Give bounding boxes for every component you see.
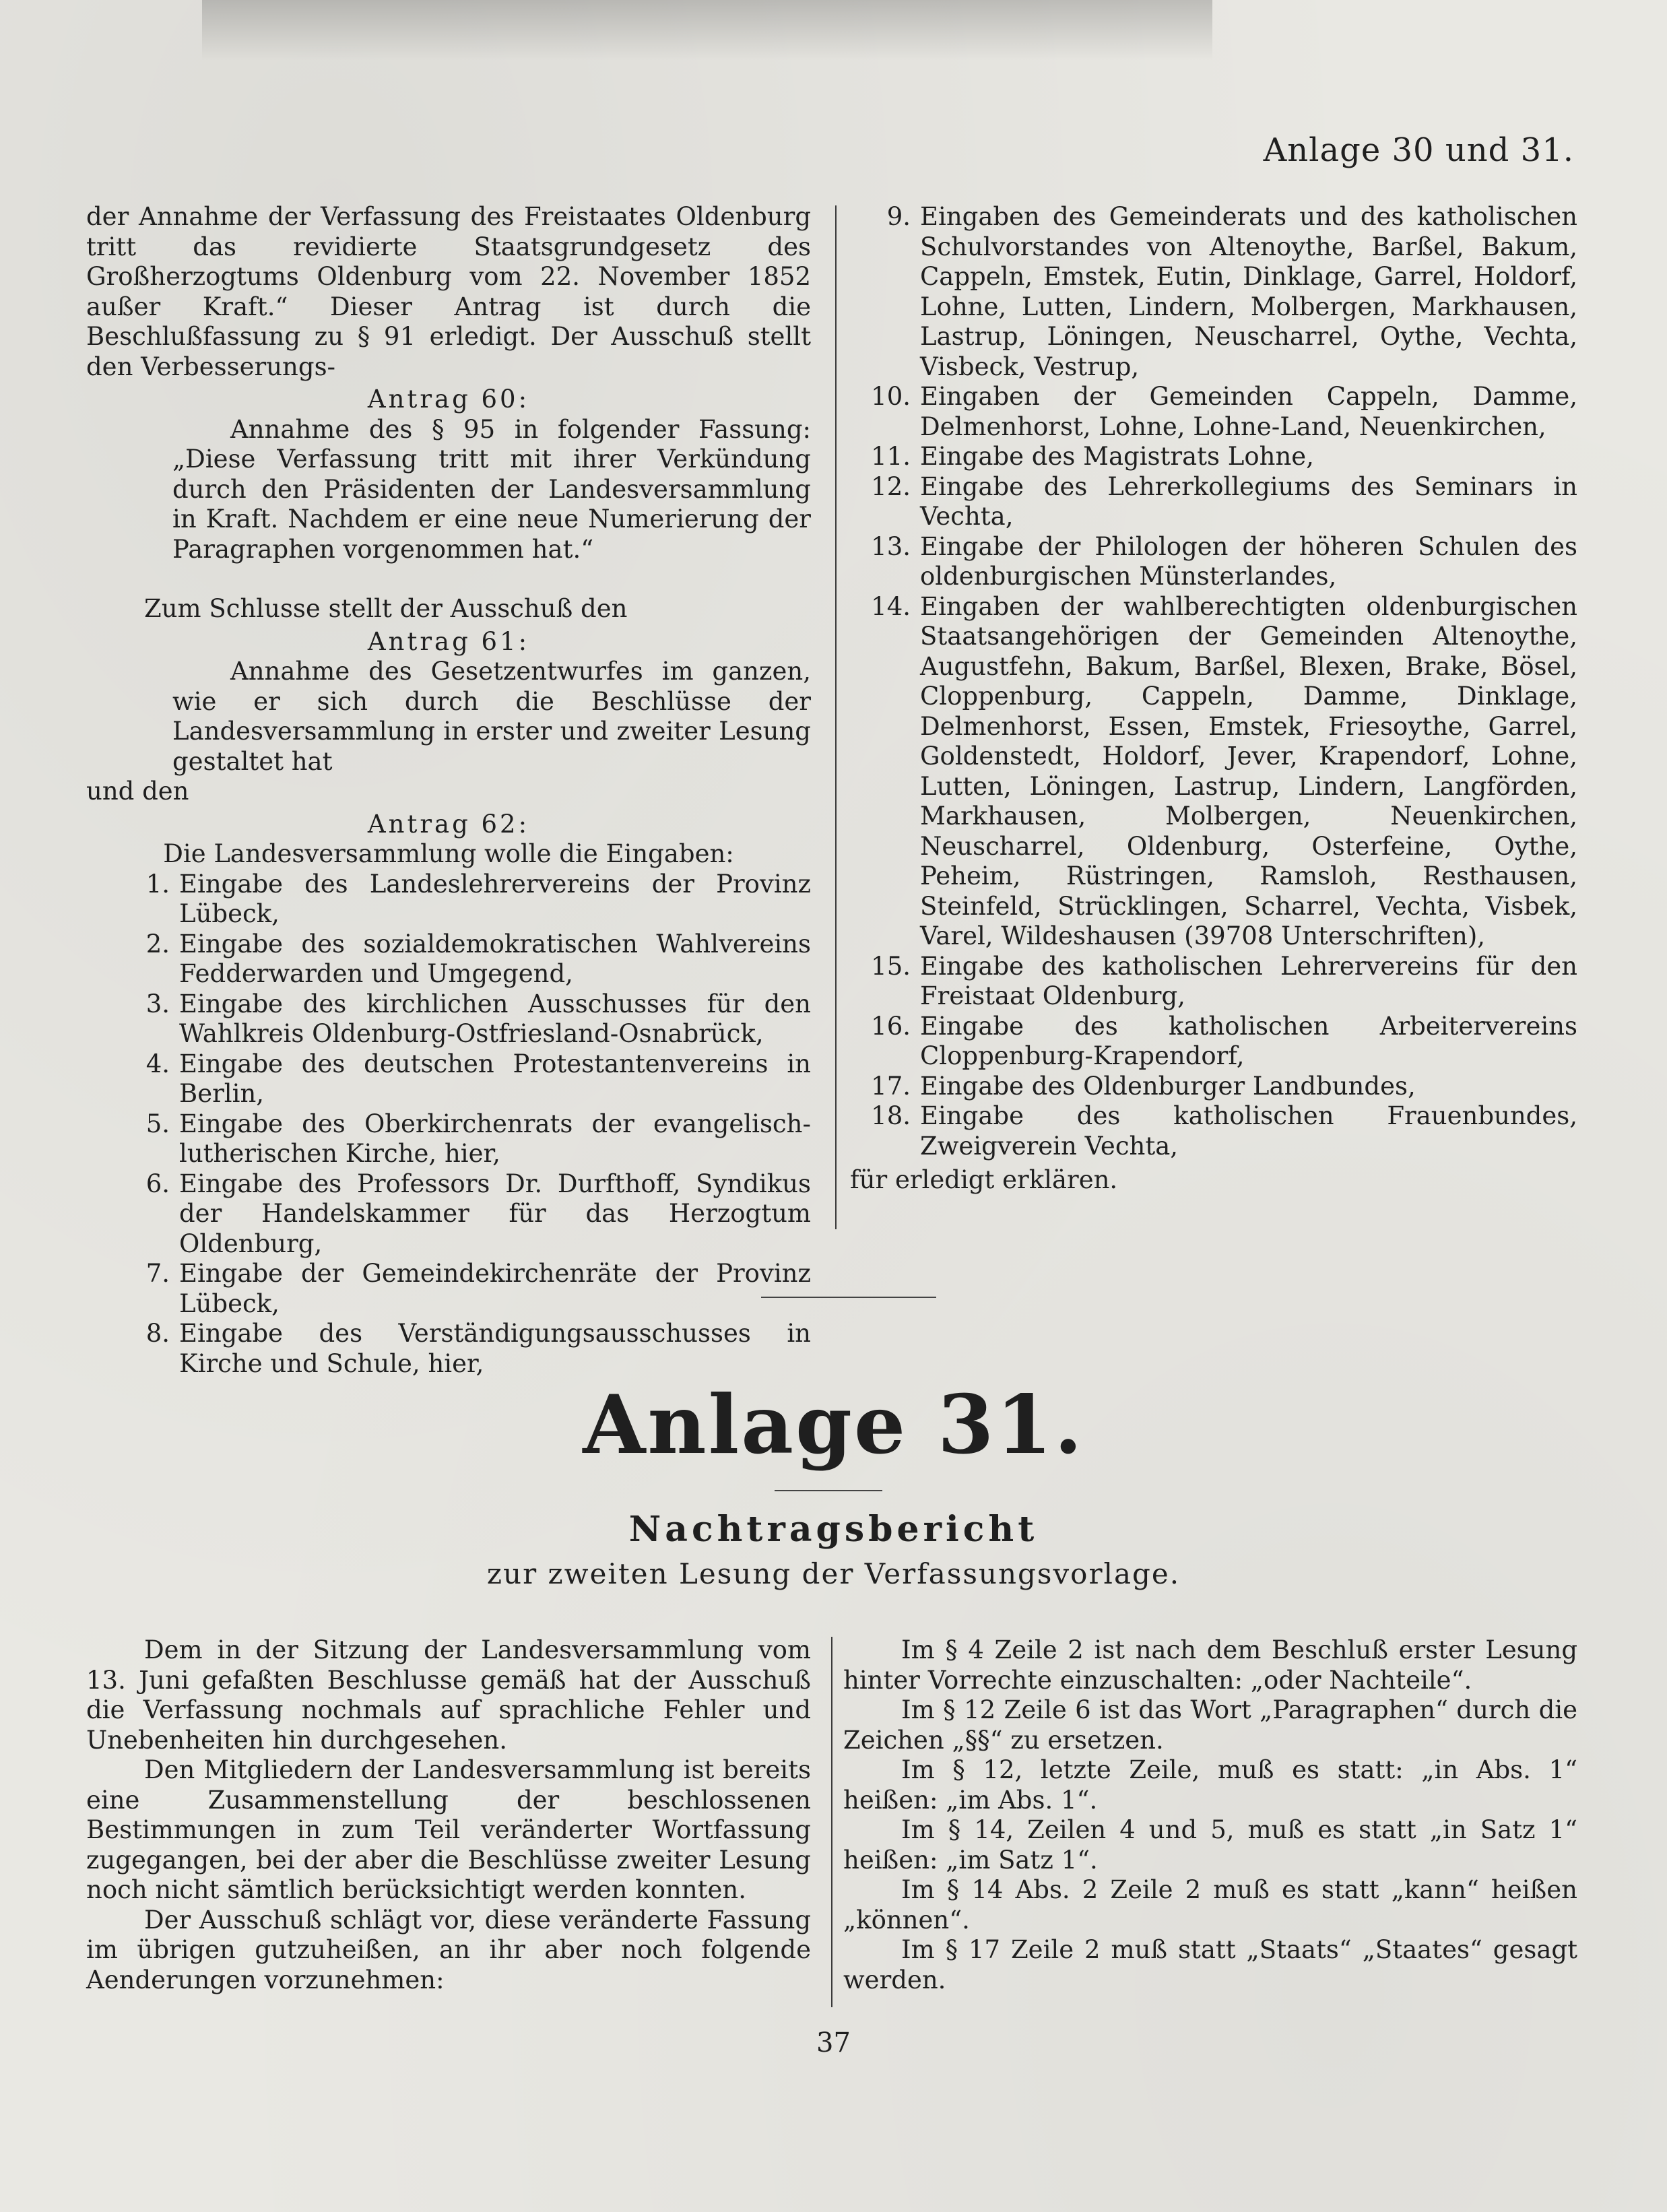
list-item bbox=[86, 870, 811, 930]
right-eingaben-list bbox=[850, 202, 1577, 1161]
bottom-right-paragraph-6: Im § 17 Zeile 2 muß statt „Staats“ „Staates“ gesagt werden. bbox=[843, 1935, 1577, 1994]
list-item bbox=[850, 952, 1577, 1012]
item-number: 6. bbox=[145, 1169, 170, 1198]
list-item bbox=[86, 1259, 811, 1319]
item-number: 2. bbox=[145, 929, 170, 958]
right-column bbox=[850, 202, 1577, 1196]
item-text: Eingabe des katholischen Lehrervereins für den Freistaat Oldenburg, bbox=[920, 951, 1577, 1010]
anlage-31-title: Anlage 31. bbox=[583, 1377, 1084, 1472]
item-text: Eingabe des Professors Dr. Durfthoff, Syndikus der Handelskammer für das Herzogtum Oldenburg, bbox=[179, 1169, 811, 1258]
antrag-60-text: Annahme des § 95 in folgender Fassung: „Diese Verfassung tritt mit ihrer Verkündung durch den Präsidenten der Landesversammlung in Kraft. Nachdem er eine neue Numerierung der Paragraphen vorgenommen hat.“ bbox=[172, 414, 811, 564]
list-item bbox=[850, 382, 1577, 442]
item-number: 7. bbox=[145, 1259, 170, 1288]
item-number: 8. bbox=[145, 1319, 170, 1348]
item-number: 4. bbox=[145, 1049, 170, 1078]
item-text: Eingaben der wahlberechtigten oldenburgischen Staatsangehörigen der Gemeinden Altenoythe, Augustfehn, Bakum, Barßel, Blexen, Brake, Bösel, Cloppenburg, Cappeln, Damme, Dinklage, Delmenhorst, Essen, Emstek, Friesoythe, Garrel, Goldenstedt, Holdorf, Jever, Krapendorf, Lohne, Lutten, Löningen, Lastrup, Lindern, Langförden, Markhausen, Molbergen, Neuenkirchen, Neuscharrel, Oldenburg, Osterfeine, Oythe, Peheim, Rüstringen, Ramsloh, Resthausen, Steinfeld, Strücklingen, Scharrel, Vechta, Visbek, Varel, Wildeshausen (39708 Unterschriften), bbox=[920, 591, 1577, 950]
column-divider-bottom bbox=[831, 1637, 832, 2007]
page-number: 37 bbox=[816, 2027, 851, 2058]
list-item bbox=[850, 592, 1577, 952]
item-text: Eingaben der Gemeinden Cappeln, Damme, Delmenhorst, Lohne, Lohne-Land, Neuenkirchen, bbox=[920, 382, 1577, 441]
item-text: Eingabe des Oberkirchenrats der evangelisch-lutherischen Kirche, hier, bbox=[179, 1109, 811, 1168]
item-number: 15. bbox=[871, 951, 911, 981]
item-text: Eingabe des katholischen Arbeitervereins Cloppenburg-Krapendorf, bbox=[920, 1011, 1577, 1070]
bottom-right-paragraph-4: Im § 14, Zeilen 4 und 5, muß es statt „in Satz 1“ heißen: „im Satz 1“. bbox=[843, 1815, 1577, 1875]
item-number: 14. bbox=[871, 591, 911, 621]
list-item bbox=[86, 1169, 811, 1260]
left-eingaben-list bbox=[86, 870, 811, 1379]
item-text: Eingabe des Oldenburger Landbundes, bbox=[920, 1071, 1416, 1101]
item-number: 13. bbox=[871, 531, 911, 561]
list-item bbox=[850, 1072, 1577, 1102]
item-number: 18. bbox=[871, 1101, 911, 1130]
list-item bbox=[86, 930, 811, 989]
column-divider-top bbox=[835, 205, 837, 1229]
item-text: Eingabe des kirchlichen Ausschusses für den Wahlkreis Oldenburg-Ostfriesland-Osnabrück, bbox=[179, 989, 811, 1048]
report-title: Nachtragsbericht bbox=[628, 1509, 1039, 1550]
item-text: Eingabe des Landeslehrervereins der Provinz Lübeck, bbox=[179, 869, 811, 928]
report-subtitle: zur zweiten Lesung der Verfassungsvorlage. bbox=[486, 1557, 1181, 1590]
antrag-61-text: Annahme des Gesetzentwurfes im ganzen, wie er sich durch die Beschlüsse der Landesversammlung in erster und zweiter Lesung gestaltet hat bbox=[172, 657, 811, 776]
item-text: Eingabe der Gemeindekirchenräte der Provinz Lübeck, bbox=[179, 1259, 811, 1318]
item-number: 11. bbox=[871, 442, 911, 471]
list-item bbox=[850, 1101, 1577, 1161]
item-number: 5. bbox=[145, 1109, 170, 1138]
item-number: 16. bbox=[871, 1011, 911, 1041]
bottom-right-paragraph-1: Im § 4 Zeile 2 ist nach dem Beschluß erster Lesung hinter Vorrechte einzuschalten: „oder Nachteile“. bbox=[843, 1635, 1577, 1695]
item-text: Eingabe des deutschen Protestantenvereins in Berlin, bbox=[179, 1049, 811, 1108]
item-text: Eingabe des Magistrats Lohne, bbox=[920, 442, 1314, 471]
section-separator bbox=[761, 1297, 936, 1298]
list-item bbox=[86, 1319, 811, 1379]
bottom-left-paragraph-2: Den Mitgliedern der Landesversammlung ist bereits eine Zusammenstellung der beschlossenen Bestimmungen in zum Teil veränderter Wortfassung zugegangen, bei der aber die Beschlüsse zweiter Lesung noch nicht sämtlich berücksichtigt werden konnten. bbox=[86, 1755, 811, 1904]
intro-paragraph: der Annahme der Verfassung des Freistaates Oldenburg tritt das revidierte Staatsgrundgesetz des Großherzogtums Oldenburg vom 22. November 1852 außer Kraft.“ Dieser Antrag ist durch die Beschlußfassung zu § 91 erledigt. Der Ausschuß stellt den Verbesserungs- bbox=[86, 202, 811, 381]
item-text: Eingabe der Philologen der höheren Schulen des oldenburgischen Münsterlandes, bbox=[920, 531, 1577, 591]
item-text: Eingabe des Verständigungsausschusses in Kirche und Schule, hier, bbox=[179, 1319, 811, 1378]
und-den-line: und den bbox=[86, 777, 189, 806]
antrag-62-intro: Die Landesversammlung wolle die Eingaben: bbox=[163, 839, 734, 868]
item-text: Eingabe des sozialdemokratischen Wahlvereins Fedderwarden und Umgegend, bbox=[179, 929, 811, 988]
item-number: 1. bbox=[145, 869, 170, 899]
bottom-left-column bbox=[86, 1635, 811, 1995]
item-text: Eingabe des katholischen Frauenbundes, Zweigverein Vechta, bbox=[920, 1101, 1577, 1161]
antrag-62-heading: Antrag 62: bbox=[367, 809, 530, 839]
bottom-left-paragraph-3: Der Ausschuß schlägt vor, diese veränderte Fassung im übrigen gutzuheißen, an ihr aber noch folgende Aenderungen vorzunehmen: bbox=[86, 1905, 811, 1994]
list-item bbox=[850, 442, 1577, 472]
antrag-61-heading: Antrag 61: bbox=[367, 626, 530, 656]
item-number: 12. bbox=[871, 471, 911, 501]
list-item bbox=[86, 1109, 811, 1169]
closing-line: für erledigt erklären. bbox=[850, 1165, 1118, 1194]
item-text: Eingaben des Gemeinderats und des katholischen Schulvorstandes von Altenoythe, Barßel, Bakum, Cappeln, Emstek, Eutin, Dinklage, Garrel, Holdorf, Lohne, Lutten, Lindern, Molbergen, Markhausen, Lastrup, Löningen, Neuscharrel, Oythe, Vechta, Visbeck, Vestrup, bbox=[920, 202, 1577, 381]
list-item bbox=[86, 989, 811, 1049]
left-column bbox=[86, 202, 811, 1379]
bottom-right-column bbox=[843, 1635, 1577, 1995]
schluss-paragraph: Zum Schlusse stellt der Ausschuß den bbox=[144, 594, 628, 623]
item-text: Eingabe des Lehrerkollegiums des Seminars in Vechta, bbox=[920, 471, 1577, 531]
item-number: 9. bbox=[886, 202, 911, 231]
item-number: 17. bbox=[871, 1071, 911, 1101]
bottom-left-paragraph-1: Dem in der Sitzung der Landesversammlung vom 13. Juni gefaßten Beschlusse gemäß hat der Ausschuß die Verfassung nochmals auf sprachliche Fehler und Unebenheiten hin durchgesehen. bbox=[86, 1635, 811, 1755]
item-number: 10. bbox=[871, 382, 911, 411]
list-item bbox=[850, 1012, 1577, 1072]
list-item bbox=[850, 202, 1577, 382]
bottom-right-paragraph-3: Im § 12, letzte Zeile, muß es statt: „in Abs. 1“ heißen: „im Abs. 1“. bbox=[843, 1755, 1577, 1815]
scan-shadow bbox=[202, 0, 1212, 61]
item-number: 3. bbox=[145, 989, 170, 1018]
list-item bbox=[850, 472, 1577, 532]
running-head: Anlage 30 und 31. bbox=[1263, 131, 1574, 169]
antrag-60-heading: Antrag 60: bbox=[367, 385, 530, 414]
bottom-right-paragraph-2: Im § 12 Zeile 6 ist das Wort „Paragraphen“ durch die Zeichen „§§“ zu ersetzen. bbox=[843, 1695, 1577, 1755]
list-item bbox=[850, 532, 1577, 592]
title-rule bbox=[775, 1490, 882, 1491]
bottom-right-paragraph-5: Im § 14 Abs. 2 Zeile 2 muß es statt „kann“ heißen „können“. bbox=[843, 1875, 1577, 1934]
list-item bbox=[86, 1049, 811, 1109]
